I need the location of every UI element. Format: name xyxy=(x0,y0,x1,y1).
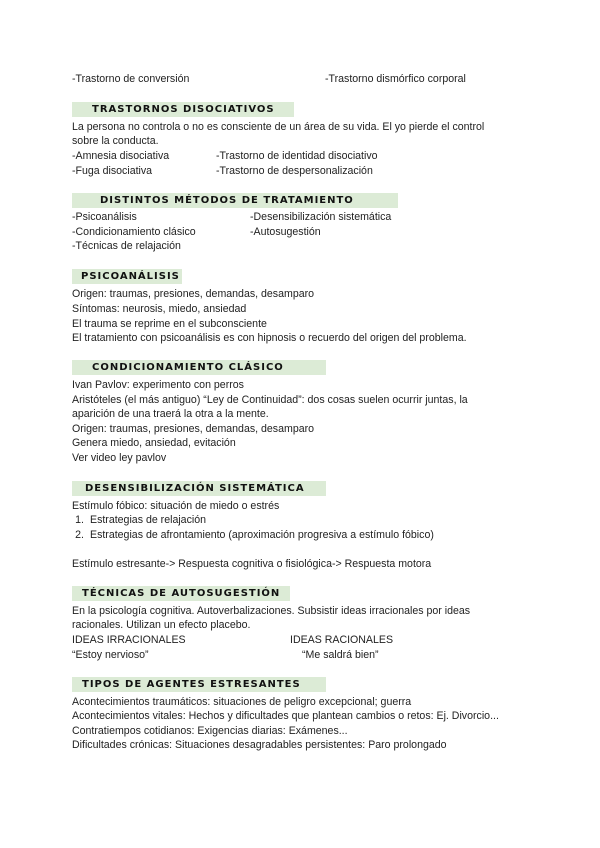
list-item-text: Estrategias de afrontamiento (aproximación progresiva a estímulo fóbico) xyxy=(90,529,434,541)
disociativos-item: -Trastorno de despersonalización xyxy=(216,165,373,177)
metodos-item: -Psicoanálisis xyxy=(72,211,137,223)
section-heading-disociativos: TRASTORNOS DISOCIATIVOS xyxy=(72,102,294,117)
disociativos-desc-1: La persona no controla o no es consciente de un área de su vida. El yo pierde el control xyxy=(72,121,485,133)
desensibilizacion-line: Estímulo fóbico: situación de miedo o estrés xyxy=(72,500,280,512)
metodos-item: -Condicionamiento clásico xyxy=(72,226,196,238)
condicionamiento-line: Origen: traumas, presiones, demandas, desamparo xyxy=(72,423,315,435)
ideas-irracionales-heading: IDEAS IRRACIONALES xyxy=(72,634,186,646)
top-left-text: -Trastorno de conversión xyxy=(72,73,190,85)
ideas-racionales-value: “Me saldrá bien” xyxy=(302,649,379,661)
section-heading-condicionamiento: CONDICIONAMIENTO CLÁSICO xyxy=(72,360,326,375)
section-heading-agentes: TIPOS DE AGENTES ESTRESANTES xyxy=(72,677,326,692)
agentes-line: Acontecimientos traumáticos: situaciones de peligro excepcional; guerra xyxy=(72,696,412,708)
psicoanalisis-line: El tratamiento con psicoanálisis es con hipnosis o recuerdo del origen del problema. xyxy=(72,332,467,344)
condicionamiento-line: Ivan Pavlov: experimento con perros xyxy=(72,379,244,391)
disociativos-desc-2: sobre la conducta. xyxy=(72,135,159,147)
section-heading-metodos: DISTINTOS MÉTODOS DE TRATAMIENTO xyxy=(72,193,398,208)
psicoanalisis-line: Síntomas: neurosis, miedo, ansiedad xyxy=(72,303,247,315)
section-heading-desensibilizacion: DESENSIBILIZACIÓN SISTEMÁTICA xyxy=(72,481,326,496)
condicionamiento-line: aparición de una traerá la otra a la mente. xyxy=(72,408,269,420)
disociativos-item: -Trastorno de identidad disociativo xyxy=(216,150,378,162)
list-item xyxy=(64,513,206,527)
agentes-line: Dificultades crónicas: Situaciones desagradables persistentes: Paro prolongado xyxy=(72,739,447,751)
psicoanalisis-line: Origen: traumas, presiones, demandas, desamparo xyxy=(72,288,315,300)
autosugestion-line: racionales. Utilizan un efecto placebo. xyxy=(72,619,251,631)
disociativos-item: -Fuga disociativa xyxy=(72,165,153,177)
desensibilizacion-line: Estímulo estresante-> Respuesta cognitiva o fisiológica-> Respuesta motora xyxy=(72,558,432,570)
top-right-text: -Trastorno dismórfico corporal xyxy=(325,73,466,85)
agentes-line: Acontecimientos vitales: Hechos y dificultades que plantean cambios o retos: Ej. Divorcio... xyxy=(72,710,499,722)
disociativos-item: -Amnesia disociativa xyxy=(72,150,170,162)
ideas-irracionales-value: “Estoy nervioso” xyxy=(72,649,149,661)
section-heading-autosugestion: TÉCNICAS DE AUTOSUGESTIÓN xyxy=(72,586,290,601)
ideas-racionales-heading: IDEAS RACIONALES xyxy=(290,634,394,646)
metodos-item: -Técnicas de relajación xyxy=(72,240,181,252)
list-item-text: Estrategias de relajación xyxy=(90,514,207,526)
condicionamiento-line: Aristóteles (el más antiguo) “Ley de Continuidad”: dos cosas suelen ocurrir juntas, la xyxy=(72,394,468,406)
metodos-item: -Desensibilización sistemática xyxy=(250,211,392,223)
list-item-number: 1. xyxy=(75,514,84,526)
list-item-number: 2. xyxy=(75,529,84,541)
condicionamiento-line: Ver video ley pavlov xyxy=(72,452,167,464)
agentes-line: Contratiempos cotidianos: Exigencias diarias: Exámenes... xyxy=(72,725,348,737)
metodos-item: -Autosugestión xyxy=(250,226,321,238)
section-heading-psicoanalisis: PSICOANÁLISIS xyxy=(72,269,182,284)
autosugestion-line: En la psicología cognitiva. Autoverbalizaciones. Subsistir ideas irracionales por ideas xyxy=(72,605,471,617)
condicionamiento-line: Genera miedo, ansiedad, evitación xyxy=(72,437,236,449)
list-item xyxy=(64,528,434,542)
psicoanalisis-line: El trauma se reprime en el subconsciente xyxy=(72,318,267,330)
